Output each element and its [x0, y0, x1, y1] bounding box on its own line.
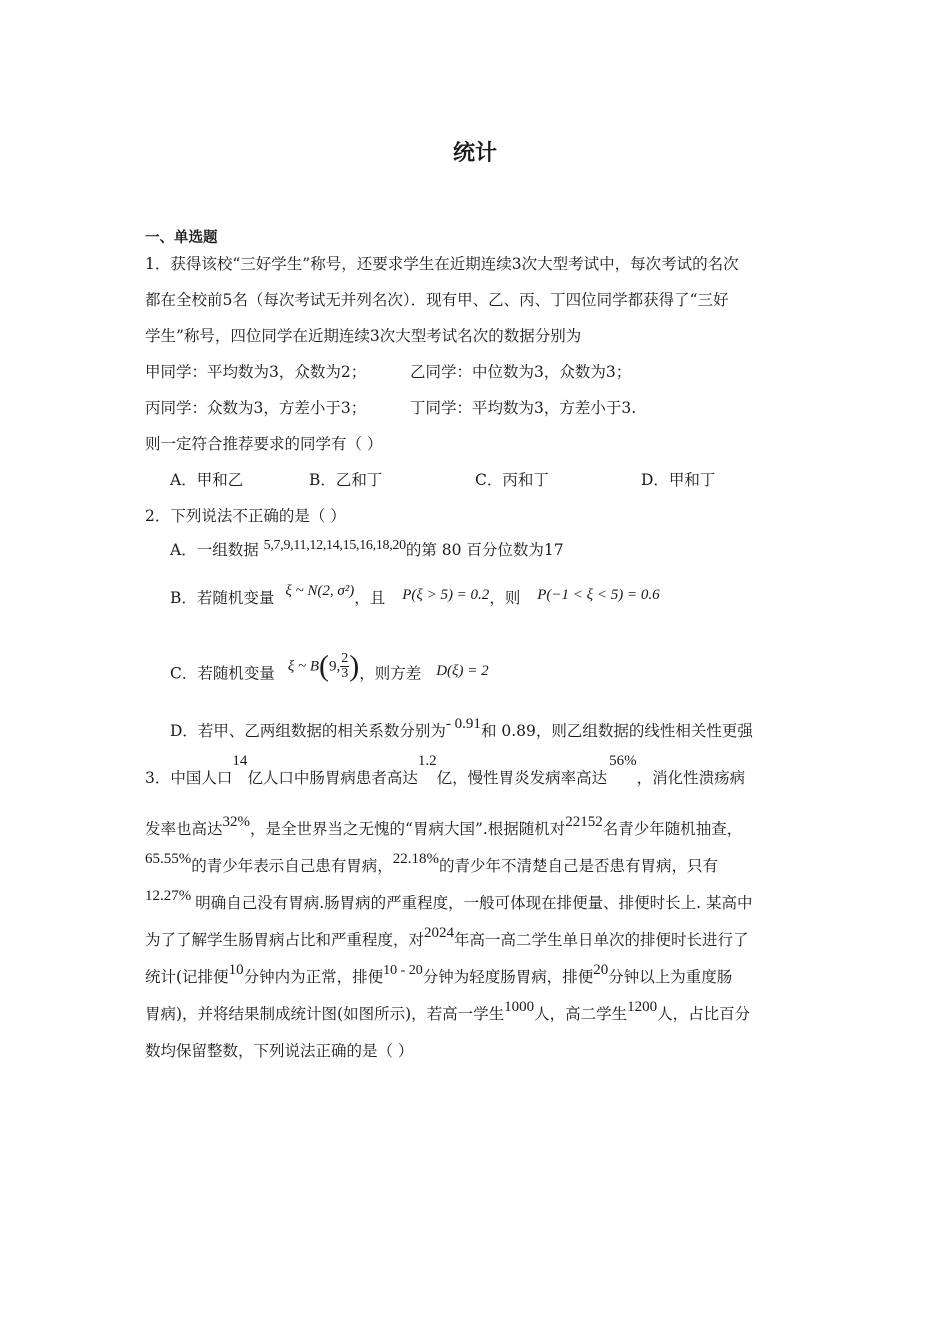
- q3-l3a: 的青少年表示自己患有胃病，: [191, 857, 393, 875]
- q1-bing: 丙同学：众数为3，方差小于3；: [145, 399, 367, 417]
- q3-l1b: 亿人口中肠胃病患者高达: [247, 769, 418, 787]
- q3-l6b: 分钟内为正常，排便: [243, 968, 384, 986]
- q3-line-6: [145, 962, 733, 989]
- q2-c-result: D(ξ) = 2: [436, 662, 489, 679]
- q3-l7a: 胃病)，并将结果制成统计图(如图所示)，若高一学生: [145, 1005, 505, 1023]
- q3-v1020: 10 - 20: [383, 963, 423, 978]
- q2-c-prefix: C．若随机变量: [170, 664, 275, 683]
- q3-l1d: ，消化性溃疡病: [636, 769, 746, 787]
- q2-d-value: - 0.91: [445, 716, 481, 732]
- q2-b-cond: P(ξ > 5) = 0.2: [402, 587, 490, 603]
- q2-c-lparen: (: [319, 649, 330, 683]
- q1-jia: 甲同学：平均数为3，众数为2；: [145, 363, 367, 381]
- q1-line-1: 1．获得该校“三好学生”称号，还要求学生在近期连续3次大型考试中，每次考试的名次: [145, 255, 739, 273]
- q1-option-d[interactable]: D．甲和丁: [641, 471, 716, 489]
- q3-v14: 14: [232, 753, 248, 769]
- q2-b-prefix: B．若随机变量: [170, 589, 275, 607]
- q2-a-data: 5,7,9,11,12,14,15,16,18,20: [263, 538, 406, 553]
- q3-l1a: 3．中国人口: [145, 769, 233, 787]
- q3-v22152: 22152: [565, 814, 603, 830]
- q2-stem: 2．下列说法不正确的是（ ）: [145, 507, 346, 525]
- q2-a-prefix: A．一组数据: [170, 541, 259, 559]
- q2-b-mid2: ，则: [489, 589, 521, 607]
- q2-c-formula: [287, 649, 360, 683]
- q3-v32: 32%: [222, 814, 251, 830]
- q2-b-mid: ，且: [354, 589, 386, 607]
- q2-d-prefix: D．若甲、乙两组数据的相关系数分别为: [170, 722, 446, 740]
- q3-l2a: 发率也高达: [145, 820, 223, 838]
- q3-v1200: 1200: [627, 999, 658, 1015]
- q3-line-7: [145, 999, 751, 1025]
- q2-c-rparen: ): [349, 649, 360, 683]
- q3-v2024: 2024: [424, 925, 455, 941]
- q1-option-c[interactable]: C．丙和丁: [475, 471, 549, 489]
- q3-v2218: 22.18%: [392, 851, 440, 867]
- q3-l6c: 分钟为轻度肠胃病，排便: [422, 968, 594, 986]
- q1-line-2: 都在全校前5名（每次考试无并列名次）．现有甲、乙、丙、丁四位同学都获得了“三好: [145, 291, 729, 309]
- q2-c-num: 2: [341, 651, 349, 666]
- q3-line-4: [145, 888, 753, 914]
- q2-c-dist: ξ ~ B: [287, 658, 320, 675]
- q1-yi: 乙同学：中位数为3，众数为3；: [410, 363, 632, 381]
- q2-option-c[interactable]: [170, 649, 489, 689]
- q1-ding: 丁同学：平均数为3，方差小于3.: [410, 399, 637, 417]
- q3-line-1: [145, 753, 746, 789]
- q3-l7b: 人，高二学生: [534, 1005, 628, 1023]
- q2-option-b[interactable]: [170, 583, 660, 609]
- q2-option-d[interactable]: [170, 716, 753, 742]
- q3-l7c: 人，占比百分: [657, 1005, 751, 1023]
- q2-a-suffix: 的第 80 百分位数为17: [405, 541, 564, 559]
- q3-l5a: 为了了解学生肠胃病占比和严重程度，对: [145, 931, 425, 949]
- q3-l5b: 年高一高二学生单日单次的排便时长进行了: [454, 931, 749, 949]
- q3-l2b: ，是全世界当之无愧的“胃病大国”.根据随机对: [250, 820, 566, 838]
- q2-c-fraction: [340, 652, 349, 681]
- q3-l3b: 的青少年不清楚自己是否患有胃病，只有: [439, 857, 719, 875]
- q3-v6555: 65.55%: [145, 851, 192, 867]
- q1-option-b[interactable]: B．乙和丁: [309, 471, 383, 489]
- q3-l6d: 分钟以上为重度肠: [608, 968, 733, 986]
- q2-option-a[interactable]: [170, 540, 564, 562]
- q1-ask: 则一定符合推荐要求的同学有（ ）: [145, 435, 383, 453]
- q1-option-a[interactable]: A．甲和乙: [170, 471, 244, 489]
- q3-v1227: 12.27%: [145, 888, 192, 904]
- q3-l1c: 亿，慢性胃炎发病率高达: [436, 769, 608, 787]
- q2-b-result: P(−1 < ξ < 5) = 0.6: [537, 587, 660, 603]
- q2-c-param: 9,: [329, 658, 341, 675]
- q3-l6a: 统计(记排便: [145, 968, 229, 986]
- page-title: 统计: [452, 141, 497, 166]
- q3-v12: 1.2: [417, 753, 437, 769]
- q3-line-5: [145, 925, 749, 951]
- q2-c-den: 3: [341, 666, 349, 681]
- q3-line-2: [145, 814, 743, 840]
- q3-line-8: 数均保留整数，下列说法正确的是（ ）: [145, 1042, 414, 1060]
- q2-c-mid: ，则方差: [359, 664, 422, 683]
- q3-v1000: 1000: [504, 999, 535, 1015]
- q2-d-suffix: 和 0.89，则乙组数据的线性相关性更强: [480, 722, 753, 740]
- q3-v10: 10: [228, 962, 244, 978]
- section-heading: 一、单选题: [145, 230, 218, 246]
- q3-l4a: 明确自己没有胃病.肠胃病的严重程度，一般可体现在排便量、排便时长上. 某高中: [195, 894, 753, 912]
- q3-l2c: 名青少年随机抽查，: [602, 820, 743, 838]
- q3-v20: 20: [593, 962, 609, 978]
- q2-b-dist: ξ ~ N(2, σ²): [285, 583, 355, 599]
- q1-line-3: 学生”称号，四位同学在近期连续3次大型考试名次的数据分别为: [145, 327, 582, 345]
- q3-line-3: [145, 851, 719, 877]
- q3-v56: 56%: [609, 753, 637, 769]
